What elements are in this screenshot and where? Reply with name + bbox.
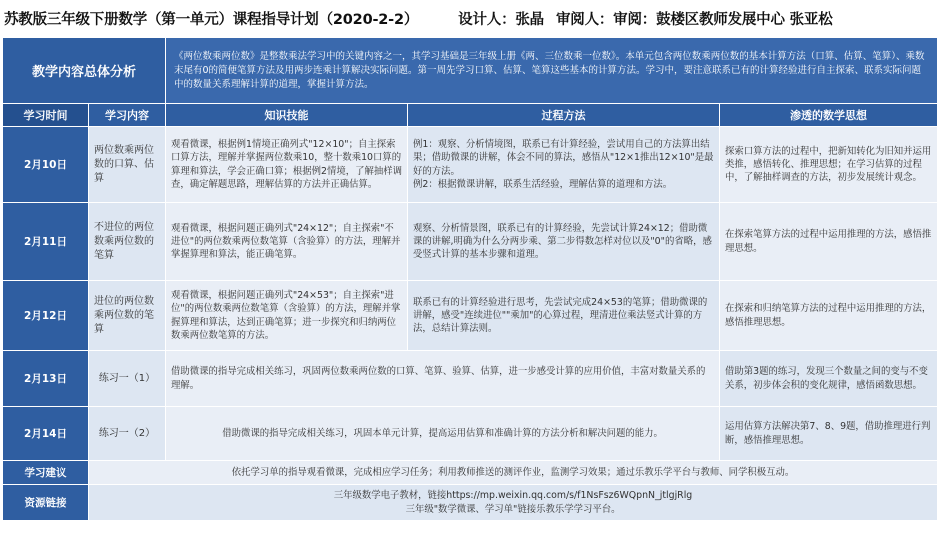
row-skills: 观看微课，根据问题正确列式"24×53"；自主探索"进位"的两位数乘两位数笔算（含验算）的方法，理解并掌握算理和算法，达到正确笔算；进一步探究和归纳两位数乘两位数笔算的方法。 bbox=[166, 281, 408, 351]
row-process: 例1：观察、分析情境图，联系已有计算经验，尝试用自己的方法算出结果；借助微课的讲解，体会不同的算法，感悟从"12×1推出12×10"是最好的方法。 例2：根据微课讲解，联系生活经验，理解估算的道理和方法。 bbox=[408, 127, 720, 203]
col-header-process: 过程方法 bbox=[408, 104, 720, 127]
row-date: 2月14日 bbox=[3, 407, 89, 461]
row-thought: 在探索和归纳笔算方法的过程中运用推理的方法，感悟推理思想。 bbox=[720, 281, 938, 351]
advice-row bbox=[3, 461, 938, 485]
row-process: 联系已有的计算经验进行思考，先尝试完成24×53的笔算；借助微课的讲解，感受"连续进位""乘加"的心算过程，理清进位乘法竖式计算的方法，总结计算法则。 bbox=[408, 281, 720, 351]
row-date: 2月10日 bbox=[3, 127, 89, 203]
table-row bbox=[3, 127, 938, 203]
reviewer-text: 审阅人：审阅：鼓楼区教师发展中心 张亚松 bbox=[555, 12, 833, 28]
table-row bbox=[3, 203, 938, 281]
resources-platform-text: 三年级"数学微课、学习单"链接乐教乐学学习平台。 bbox=[405, 503, 621, 515]
col-header-time: 学习时间 bbox=[3, 104, 89, 127]
row-thought: 借助第3题的练习，发现三个数量之间的变与不变关系，初步体会积的变化规律，感悟函数思想。 bbox=[720, 351, 938, 407]
designer-text: 设计人：张晶 bbox=[458, 12, 544, 28]
row-thought: 在探索笔算方法的过程中运用推理的方法，感悟推理思想。 bbox=[720, 203, 938, 281]
advice-text: 依托学习单的指导观看微课，完成相应学习任务；利用教师推送的测评作业，监测学习效果；通过乐教乐学平台与教师、同学积极互动。 bbox=[89, 461, 938, 485]
overview-label: 教学内容总体分析 bbox=[3, 38, 166, 104]
row-content: 进位的两位数乘两位数的笔算 bbox=[89, 281, 166, 351]
resources-cell bbox=[89, 485, 938, 521]
row-date: 2月12日 bbox=[3, 281, 89, 351]
page-title bbox=[4, 8, 934, 30]
table-row bbox=[3, 281, 938, 351]
overview-row bbox=[3, 38, 938, 104]
resources-label: 资源链接 bbox=[3, 485, 89, 521]
row-skills: 观看微课，根据问题正确列式"24×12"；自主探索"不进位"的两位数乘两位数笔算（含验算）的方法，理解并掌握算理和算法，能正确笔算。 bbox=[166, 203, 408, 281]
resources-row bbox=[3, 485, 938, 521]
row-merged-skills-process: 借助微课的指导完成相关练习，巩固本单元计算，提高运用估算和准确计算的方法分析和解决问题的能力。 bbox=[166, 407, 720, 461]
advice-label: 学习建议 bbox=[3, 461, 89, 485]
row-content: 不进位的两位数乘两位数的笔算 bbox=[89, 203, 166, 281]
row-content: 两位数乘两位数的口算、估算 bbox=[89, 127, 166, 203]
row-skills: 观看微课，根据例1情境正确列式"12×10"；自主探索口算方法，理解并掌握两位数乘10，整十数乘10口算的算理和算法，学会正确口算；根据例2情境，了解抽样调查，确定解题思路，理解估算的方法并正确估算。 bbox=[166, 127, 408, 203]
row-content: 练习一（2） bbox=[89, 407, 166, 461]
overview-text: 《两位数乘两位数》是整数乘法学习中的关键内容之一，其学习基础是三年级上册《两、三位数乘一位数》。本单元包含两位数乘两位数的基本计算方法（口算、估算、笔算）、乘数末尾有0的简便笔算方法及用两步连乘计算解决实际问题。第一周先学习口算、估算、笔算这些基本的计算方法。学习中，要注意联系已有的计算经验进行自主探索、联系实际问题中的数量关系理解计算的道理，掌握计算方法。 bbox=[166, 38, 938, 104]
table-row bbox=[3, 407, 938, 461]
table-row bbox=[3, 351, 938, 407]
resources-link-text[interactable]: 三年级数学电子教材，链接https://mp.weixin.qq.com/s/f1NsFsz6WQpnN_jtlgjRlg bbox=[333, 490, 693, 502]
row-content: 练习一（1） bbox=[89, 351, 166, 407]
row-thought: 运用估算方法解决第7、8、9题，借助推理进行判断，感悟推理思想。 bbox=[720, 407, 938, 461]
row-process: 观察、分析情景图，联系已有的计算经验，先尝试计算24×12；借助微课的讲解,明确为什么分两步乘、第二步得数怎样对位以及"0"的省略，感受竖式计算的基本步骤和道理。 bbox=[408, 203, 720, 281]
row-date: 2月13日 bbox=[3, 351, 89, 407]
title-text: 苏教版三年级下册数学（第一单元）课程指导计划（2020-2-2） bbox=[4, 12, 419, 28]
course-plan-table bbox=[2, 37, 938, 521]
col-header-thought: 渗透的数学思想 bbox=[720, 104, 938, 127]
col-header-content: 学习内容 bbox=[89, 104, 166, 127]
row-date: 2月11日 bbox=[3, 203, 89, 281]
row-thought: 探索口算方法的过程中，把新知转化为旧知并运用类推，感悟转化、推理思想；在学习估算的过程中，了解抽样调查的方法，初步发展统计观念。 bbox=[720, 127, 938, 203]
column-header-row bbox=[3, 104, 938, 127]
row-merged-skills-process: 借助微课的指导完成相关练习，巩固两位数乘两位数的口算、笔算、验算、估算，进一步感受计算的应用价值，丰富对数量关系的理解。 bbox=[166, 351, 720, 407]
col-header-skills: 知识技能 bbox=[166, 104, 408, 127]
